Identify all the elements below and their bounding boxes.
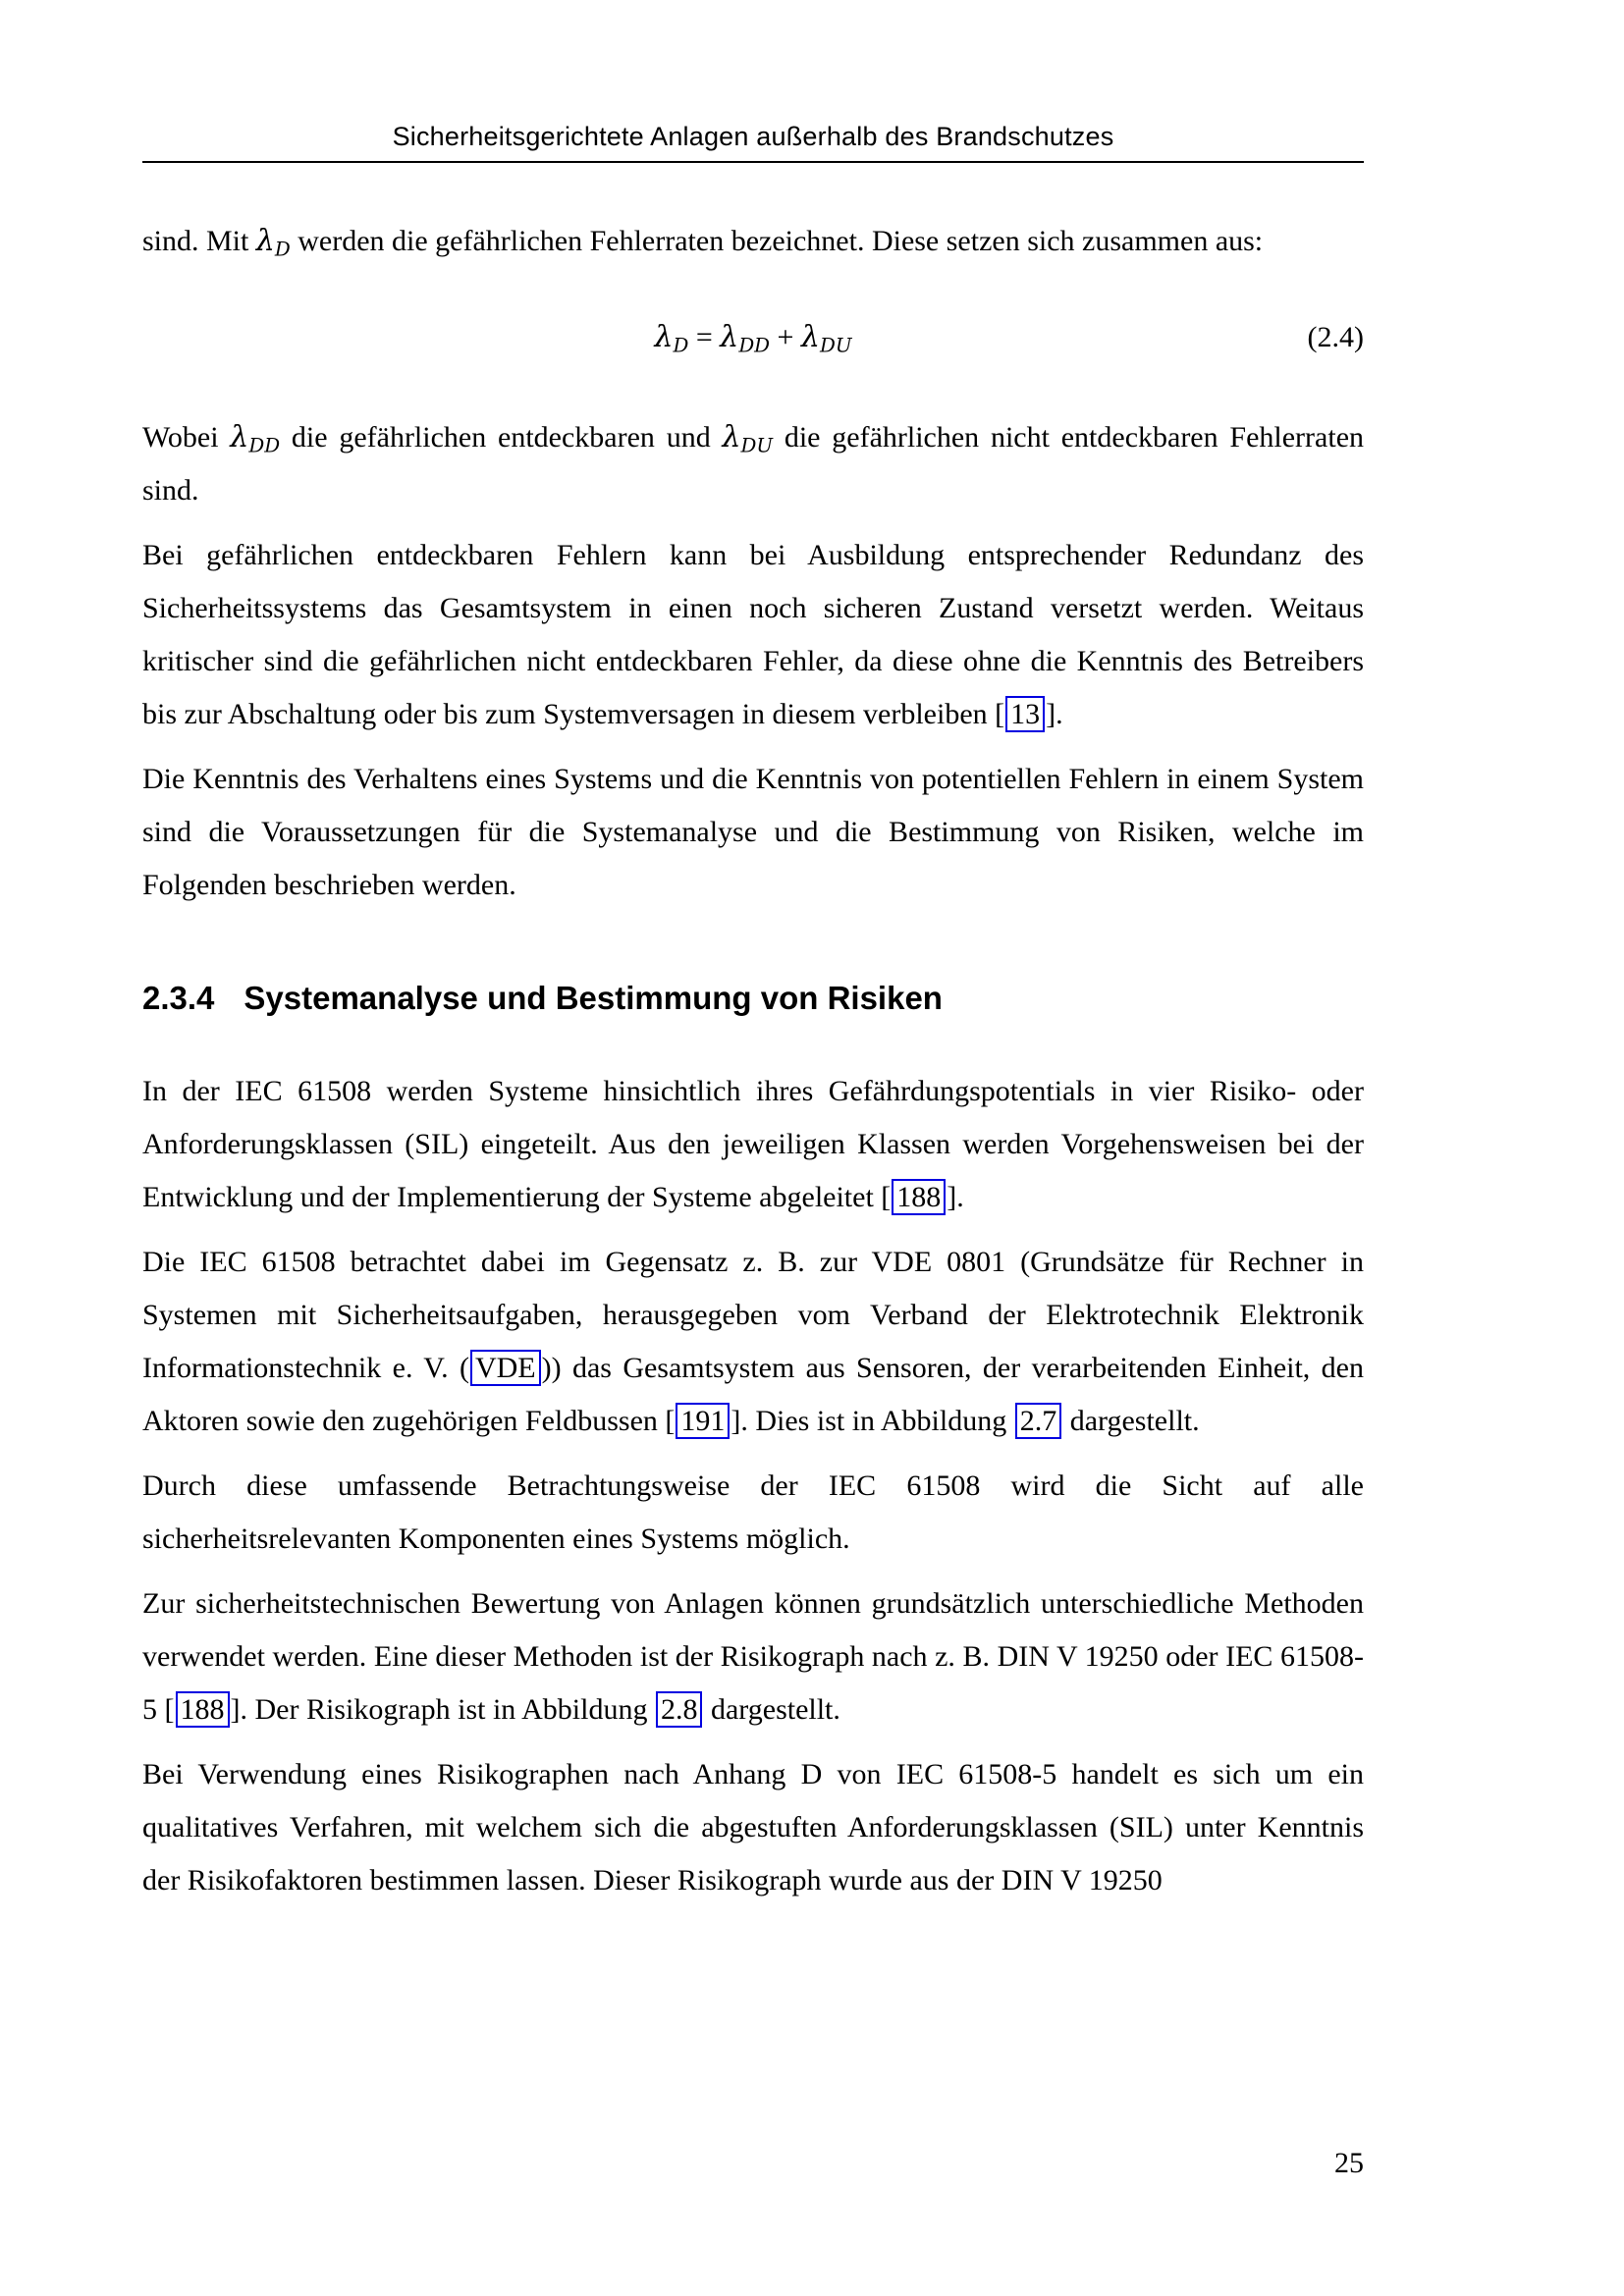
section-title: Systemanalyse und Bestimmung von Risiken <box>244 980 943 1016</box>
lambda-subscript: D <box>673 334 689 357</box>
equation-body <box>654 320 852 357</box>
section-heading-2-3-4 <box>142 979 1364 1018</box>
lambda-symbol: λ <box>800 320 820 354</box>
header-rule <box>142 161 1364 163</box>
figure-ref-2-8[interactable]: 2.8 <box>656 1691 703 1728</box>
text-run: sind. Mit <box>142 225 256 257</box>
text-run: Durch diese umfassende Betrachtungsweise der IEC 61508 wird die Sicht auf alle sicherheitsrelevanten Komponenten eines Systems möglich. <box>142 1469 1364 1555</box>
citation-link-13[interactable]: 13 <box>1005 696 1045 732</box>
lambda-subscript: DU <box>819 334 852 357</box>
text-run: Bei gefährlichen entdeckbaren Fehlern kann bei Ausbildung entsprechender Redundanz des Sicherheitssystems das Gesamtsystem in einen noch sicheren Zustand versetzt werden. Weitaus kritischer sind die gefährlichen nicht entdeckbaren Fehler, da diese ohne die Kenntnis des Betreibers bis zur Abschaltung oder bis zum Systemversagen in diesem verbleiben [ <box>142 539 1364 730</box>
text-run: die gefährlichen nicht entdeckbaren Fehlerraten sind. <box>142 421 1365 507</box>
text-run: ]. <box>1046 698 1063 730</box>
paragraph-iec-61508 <box>142 1065 1364 1224</box>
text-run: die gefährlichen entdeckbaren und <box>280 421 723 454</box>
lambda-subscript: D <box>274 238 291 261</box>
text-run: ]. Der Risikograph ist in Abbildung <box>230 1693 655 1726</box>
citation-link-191[interactable]: 191 <box>676 1403 730 1439</box>
running-header <box>142 122 1364 163</box>
text-run: )) das Gesamtsystem aus Sensoren, der verarbeitenden Einheit, den Aktoren sowie den zugehörigen Feldbussen [ <box>142 1352 1364 1437</box>
lambda-subscript: DD <box>738 334 771 357</box>
body-text <box>142 215 1364 1919</box>
text-run: dargestellt. <box>1062 1405 1200 1437</box>
text-run: In der IEC 61508 werden Systeme hinsichtlich ihres Gefährdungspotentials in vier Risiko- oder Anforderungsklassen (SIL) eingeteilt. Aus den jeweiligen Klassen werden Vorgehensweisen bei der Entwicklung und der Implementierung der Systeme abgeleitet [ <box>142 1075 1364 1213</box>
acronym-link-vde[interactable]: VDE <box>470 1350 541 1386</box>
paragraph-vde <box>142 1236 1364 1448</box>
lambda-symbol: λ <box>720 320 739 354</box>
running-header-title: Sicherheitsgerichtete Anlagen außerhalb des Brandschutzes <box>392 122 1114 151</box>
text-run: dargestellt. <box>703 1693 840 1726</box>
lambda-symbol: λ <box>230 420 249 454</box>
paragraph-bei-fehlern <box>142 529 1364 741</box>
text-run: Zur sicherheitstechnischen Bewertung von Anlagen können grundsätzlich unterschiedliche Methoden verwendet werden. Eine dieser Methoden ist der Risikograph nach z. B. DIN V 19250 oder IEC 61508-5 [ <box>142 1587 1364 1726</box>
section-number: 2.3.4 <box>142 980 215 1016</box>
paragraph-kenntnis <box>142 753 1364 912</box>
paragraph-durch <box>142 1460 1364 1566</box>
paragraph-wobei <box>142 411 1364 517</box>
lambda-symbol: λ <box>654 320 674 354</box>
plus-sign: + <box>770 321 801 353</box>
equation-number: (2.4) <box>1307 321 1364 353</box>
equals-sign: = <box>688 321 721 353</box>
lambda-symbol: λ <box>722 420 741 454</box>
paragraph-intro <box>142 215 1364 268</box>
page-number: 25 <box>1334 2147 1364 2179</box>
text-run: Bei Verwendung eines Risikographen nach Anhang D von IEC 61508-5 handelt es sich um ein qualitatives Verfahren, mit welchem sich die abgestuften Anforderungsklassen (SIL) unter Kenntnis der Risikofaktoren bestimmen lassen. Dieser Risikograph wurde aus der DIN V 19250 <box>142 1758 1364 1896</box>
text-run: Wobei <box>142 421 231 454</box>
text-run: werden die gefährlichen Fehlerraten bezeichnet. Diese setzen sich zusammen aus: <box>290 225 1264 257</box>
lambda-symbol: λ <box>255 224 275 258</box>
lambda-subscript: DD <box>248 434 281 457</box>
text-run: ]. <box>947 1181 964 1213</box>
text-run: ]. Dies ist in Abbildung <box>731 1405 1014 1437</box>
paragraph-verwendung <box>142 1748 1364 1907</box>
citation-link-188b[interactable]: 188 <box>176 1691 230 1728</box>
text-run: Die Kenntnis des Verhaltens eines Systems und die Kenntnis von potentiellen Fehlern in einem System sind die Voraussetzungen für die Systemanalyse und die Bestimmung von Risiken, welche im Folgenden beschrieben werden. <box>142 763 1364 901</box>
figure-ref-2-7[interactable]: 2.7 <box>1015 1403 1062 1439</box>
citation-link-188[interactable]: 188 <box>892 1179 946 1215</box>
equation-2-4 <box>142 311 1364 364</box>
paragraph-zur-bewertung <box>142 1577 1364 1736</box>
text-run: Die IEC 61508 betrachtet dabei im Gegensatz z. B. zur VDE 0801 (Grundsätze für Rechner in Systemen mit Sicherheitsaufgaben, herausgegeben vom Verband der Elektrotechnik Elektronik Informationstechnik e. V. ( <box>142 1246 1364 1384</box>
lambda-subscript: DU <box>740 434 774 457</box>
